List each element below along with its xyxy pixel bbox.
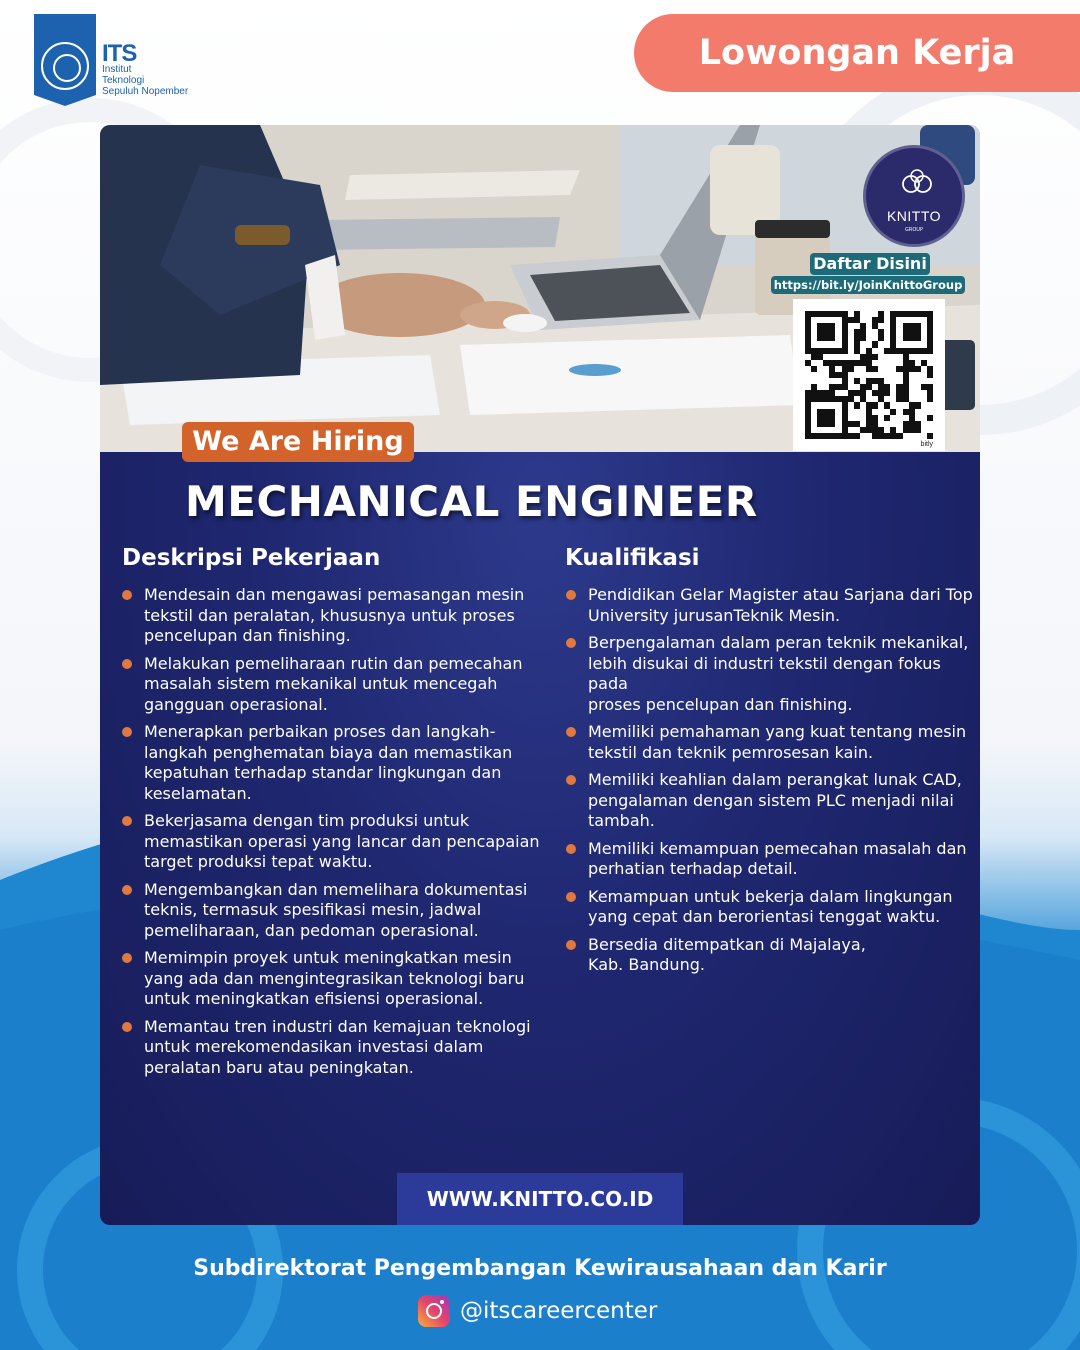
register-link[interactable]: https://bit.ly/JoinKnittoGroup (771, 276, 965, 294)
description-item-line: gangguan operasional. (144, 694, 328, 714)
qualifications-item-line: Berpengalaman dalam peran teknik mekanikal, (588, 633, 969, 652)
description-item (122, 880, 542, 942)
description-item-line: yang ada dan mengintegrasikan teknologi baru (144, 968, 525, 988)
job-card (100, 125, 980, 1225)
its-line-1: Institut (102, 64, 132, 75)
qualifications-item (566, 887, 978, 928)
qualifications-item (566, 585, 978, 626)
qualifications-item-line: pengalaman dengan sistem PLC menjadi nilai (588, 790, 954, 810)
knitto-name: KNITTO (886, 208, 942, 224)
description-item-line: masalah sistem mekanikal untuk mencegah (144, 674, 498, 693)
qualifications-item-line: Memiliki pemahaman yang kuat tentang mesin (588, 722, 967, 741)
qualifications-list (566, 585, 978, 983)
knitto-group: GROUP (905, 227, 923, 233)
qr-code[interactable] (793, 299, 945, 451)
website-link[interactable]: WWW.KNITTO.CO.ID (397, 1173, 683, 1225)
description-item-line: kepatuhan terhadap standar lingkungan dan (144, 763, 502, 782)
description-item-line: peralatan baru atau peningkatan. (144, 1057, 414, 1077)
description-item-line: Memantau tren industri dan kemajuan teknologi (144, 1016, 531, 1036)
qualifications-item-line: Bersedia ditempatkan di Majalaya, (588, 934, 866, 954)
its-wordmark (102, 40, 204, 97)
description-item (122, 654, 542, 716)
qualifications-item-line: Memiliki kemampuan pemecahan masalah dan (588, 838, 967, 858)
description-item (122, 1017, 542, 1079)
qualifications-item-line: Kab. Bandung. (588, 955, 705, 974)
its-emblem-icon (34, 14, 96, 106)
description-list (122, 585, 542, 1085)
qualifications-item (566, 839, 978, 880)
description-item (122, 722, 542, 804)
description-item-line: pencelupan dan finishing. (144, 626, 351, 645)
knitto-logo (863, 145, 965, 247)
qualifications-item-line: Kemampuan untuk bekerja dalam lingkungan (588, 886, 953, 906)
qualifications-item (566, 935, 978, 976)
description-item-line: untuk meningkatkan efisiensi operasional. (144, 989, 484, 1008)
description-item-line: Memimpin proyek untuk meningkatkan mesin (144, 948, 512, 967)
qualifications-item-line: yang cepat dan berorientasi tenggat waktu. (588, 907, 941, 926)
description-item-line: target produksi tepat waktu. (144, 852, 373, 871)
qr-code-pattern (805, 311, 933, 439)
description-item-line: Menerapkan perbaikan proses dan langkah- (144, 722, 496, 741)
qualifications-item (566, 770, 978, 832)
its-line-2: Teknologi (102, 75, 145, 86)
footer-title: Subdirektorat Pengembangan Kewirausahaan dan Karir (193, 1256, 887, 1281)
description-item-line: Mendesain dan mengawasi pemasangan mesin (144, 585, 525, 604)
description-item-line: Bekerjasama dengan tim produksi untuk (144, 811, 470, 830)
description-heading: Deskripsi Pekerjaan (122, 545, 381, 571)
qualifications-item-line: perhatian terhadap detail. (588, 859, 798, 878)
instagram-icon (418, 1295, 450, 1327)
qualifications-item-line: Memiliki keahlian dalam perangkat lunak CAD, (588, 770, 962, 789)
job-title: MECHANICAL ENGINEER (185, 477, 758, 526)
instagram-handle: @itscareercenter (460, 1298, 658, 1324)
description-item-line: Melakukan pemeliharaan rutin dan pemecahan (144, 653, 523, 673)
qualifications-item-line: tekstil dan teknik pemrosesan kain. (588, 742, 874, 762)
description-item-line: teknis, termasuk spesifikasi mesin, jadwal (144, 900, 482, 919)
description-item-line: keselamatan. (144, 783, 252, 803)
qr-caption: bitly (920, 441, 933, 448)
register-label: Daftar Disini (810, 253, 930, 275)
description-item-line: untuk merekomendasikan investasi dalam (144, 1037, 484, 1056)
description-item-line: pemeliharaan, dan pedoman operasional. (144, 920, 479, 940)
description-item-line: tekstil dan peralatan, khususnya untuk proses (144, 605, 515, 625)
its-line-3: Sepuluh Nopember (102, 86, 189, 97)
qualifications-item-line: tambah. (588, 811, 655, 830)
lowongan-kerja-banner: Lowongan Kerja (634, 14, 1080, 92)
qualifications-item (566, 722, 978, 763)
qualifications-item-line: lebih disukai di industri tekstil dengan fokus pada (588, 653, 941, 693)
description-item-line: Mengembangkan dan memelihara dokumentasi (144, 879, 528, 899)
description-item (122, 811, 542, 873)
knitto-mark-icon (899, 166, 935, 202)
qualifications-item-line: proses pencelupan dan finishing. (588, 694, 853, 714)
footer-social[interactable] (418, 1294, 657, 1328)
qualifications-item (566, 633, 978, 715)
qualifications-item-line: Pendidikan Gelar Magister atau Sarjana dari Top (588, 585, 973, 604)
its-logo (34, 14, 204, 108)
qualifications-heading: Kualifikasi (565, 545, 700, 571)
office-photo (100, 125, 980, 452)
description-item (122, 585, 542, 647)
description-item-line: memastikan operasi yang lancar dan pencapaian (144, 831, 540, 851)
description-item-line: langkah penghematan biaya dan memastikan (144, 742, 513, 762)
hiring-badge: We Are Hiring (182, 422, 414, 462)
description-item (122, 948, 542, 1010)
its-abbr: ITS (102, 40, 137, 67)
qualifications-item-line: University jurusanTeknik Mesin. (588, 605, 841, 625)
